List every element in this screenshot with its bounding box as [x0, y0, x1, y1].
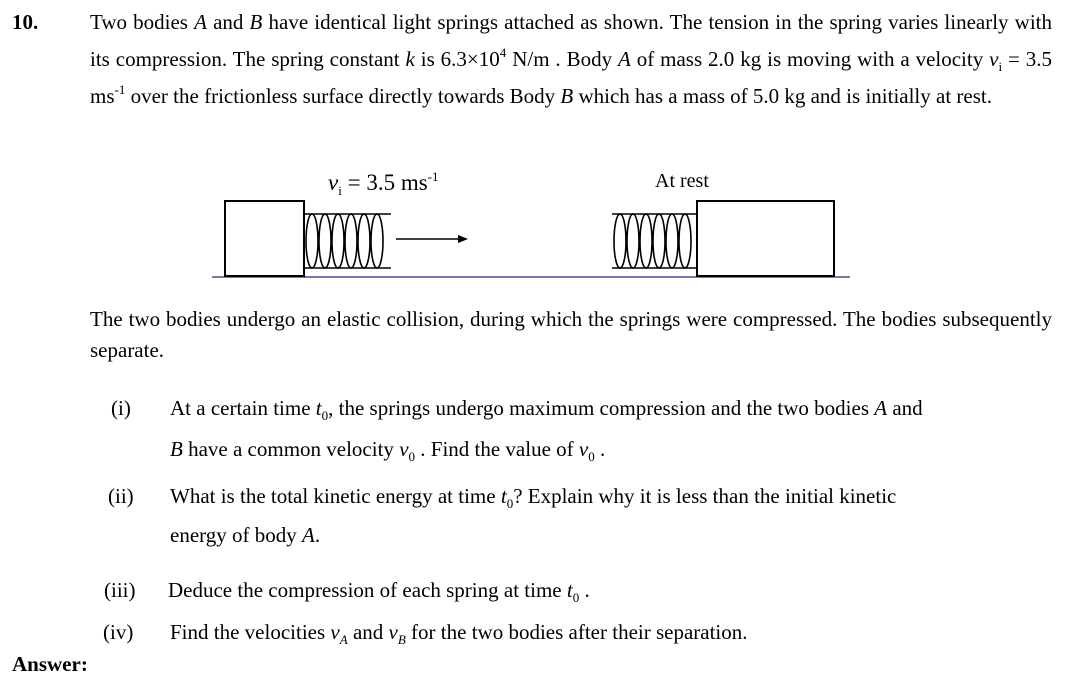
- part-iv-line1: Find the velocities $v_A$ and $v_B$ for the two bodies after their separation.: [170, 620, 748, 647]
- velocity-arrowhead: [458, 235, 468, 243]
- part-i-line1: At a certain time $t_0$, the springs undergo maximum compression and the two bodies A and: [170, 396, 923, 423]
- answer-label: Answer:: [12, 652, 88, 676]
- question-intro: Two bodies A and B have identical light springs attached as shown. The tension in the spring varies linearly with its compression. The spring constant k is $6.3\times 10^4$ N/m . Body A of mass 2.0 kg is moving with a velocity $v_i = 3.5$ $ms^{-1}$ over the frictionless surface directly towards Body B which has a mass of 5.0 kg and is initially at rest.: [90, 10, 1053, 108]
- question-number: 10.: [12, 10, 39, 34]
- velocity-label: $v_i = 3.5$ $ms^{-1}$: [328, 169, 439, 198]
- part-label-iv: (iv): [103, 620, 134, 644]
- body-a-block: [225, 201, 304, 276]
- spring-a: [305, 214, 391, 268]
- part-ii-line1: What is the total kinetic energy at time $t_0$? Explain why it is less than the initial kinetic: [170, 484, 897, 511]
- part-label-iii: (iii): [104, 578, 136, 602]
- part-i-line2: B have a common velocity $v_0$ . Find the value of $v_0$ .: [170, 437, 606, 464]
- part-label-ii: (ii): [108, 484, 134, 508]
- body-b-block: [697, 201, 834, 276]
- part-iii-line1: Deduce the compression of each spring at time $t_0$ .: [168, 578, 590, 605]
- part-ii-line2: energy of body A.: [170, 523, 321, 547]
- rest-label: At rest: [655, 170, 709, 192]
- spring-b: [612, 214, 697, 268]
- collision-text: The two bodies undergo an elastic collision, during which the springs were compressed. The bodies subsequently separate.: [90, 307, 1052, 362]
- part-label-i: (i): [111, 396, 131, 420]
